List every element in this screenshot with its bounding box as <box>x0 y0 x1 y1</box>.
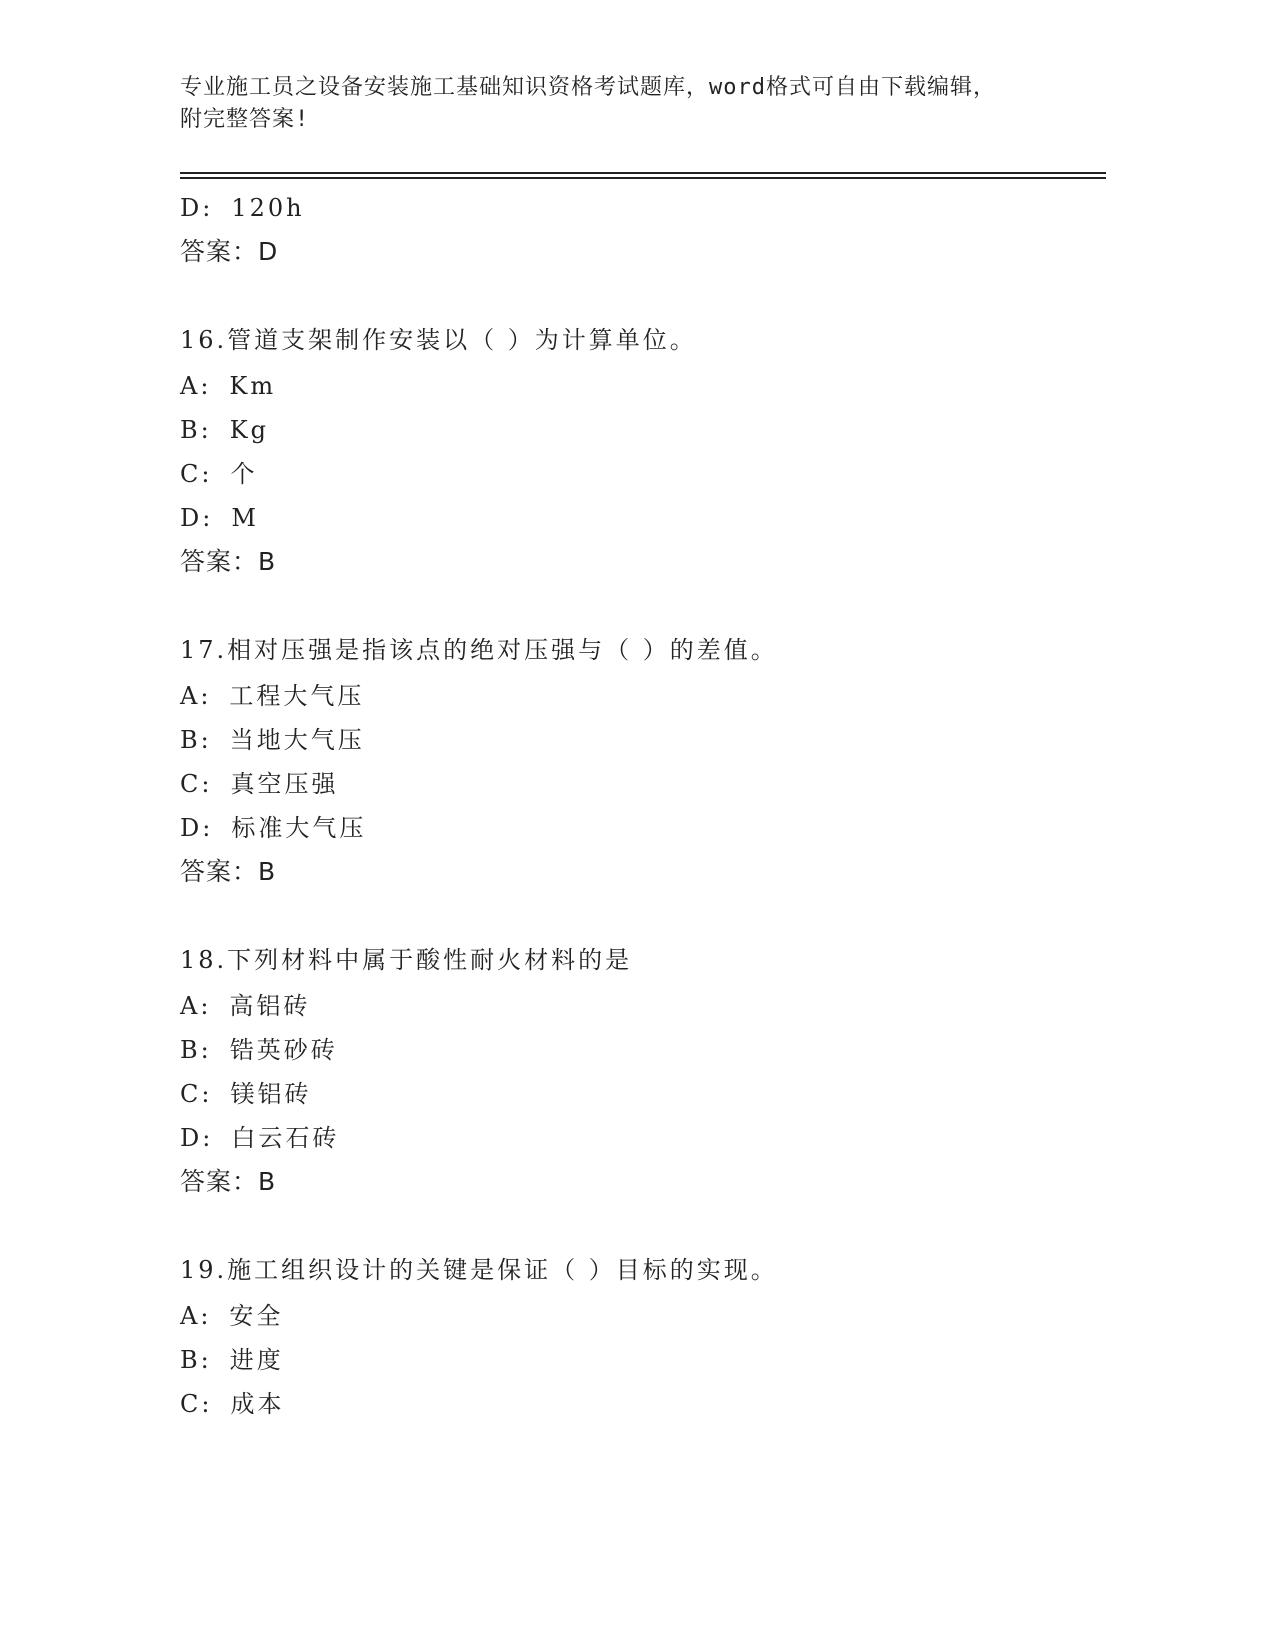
option-letter: C: <box>180 1080 213 1108</box>
document-header <box>180 72 1110 136</box>
option-letter: A: <box>180 372 212 400</box>
question-stem: 18.下列材料中属于酸性耐火材料的是 <box>180 946 633 974</box>
option-letter: A: <box>180 992 212 1020</box>
header-line-1: 专业施工员之设备安装施工基础知识资格考试题库，word格式可自由下载编辑， <box>180 75 996 100</box>
option-b <box>180 408 1110 452</box>
option-letter: B: <box>180 1346 212 1374</box>
option-letter: D: <box>180 814 214 842</box>
option-letter: C: <box>180 1390 213 1418</box>
question-stem: 16.管道支架制作安装以（ ）为计算单位。 <box>180 326 697 354</box>
option-letter: B: <box>180 1036 212 1064</box>
option-letter: B: <box>180 726 212 754</box>
option-c <box>180 1382 1110 1426</box>
option-text: 工程大气压 <box>229 682 365 710</box>
option-a <box>180 674 1110 718</box>
option-letter: B: <box>180 416 212 444</box>
option-letter: D: <box>180 504 214 532</box>
option-letter: A: <box>180 1302 212 1330</box>
option-text: 真空压强 <box>230 770 339 798</box>
option-d <box>180 806 1110 850</box>
question-stem: 17.相对压强是指该点的绝对压强与（ ）的差值。 <box>180 636 778 664</box>
option-text: 锆英砂砖 <box>229 1036 338 1064</box>
option-text: Km <box>229 372 277 400</box>
answer-line: 答案：B <box>180 1167 277 1196</box>
option-a <box>180 364 1110 408</box>
option-text: 白云石砖 <box>231 1124 340 1152</box>
option-d <box>180 1116 1110 1160</box>
option-text: Kg <box>229 416 270 444</box>
option-text: 120h <box>231 194 305 222</box>
option-text: 成本 <box>230 1390 285 1418</box>
answer-line: 答案：D <box>180 237 279 266</box>
option-c <box>180 1072 1110 1116</box>
option-b <box>180 1338 1110 1382</box>
option-text: M <box>231 504 259 532</box>
option-c <box>180 762 1110 806</box>
option-letter: A: <box>180 682 212 710</box>
option-text: 高铝砖 <box>229 992 311 1020</box>
option-b <box>180 1028 1110 1072</box>
answer-line: 答案：B <box>180 547 277 576</box>
option-d <box>180 186 1110 230</box>
option-text: 安全 <box>229 1302 284 1330</box>
option-text: 进度 <box>229 1346 284 1374</box>
option-text: 标准大气压 <box>231 814 367 842</box>
option-c <box>180 452 1110 496</box>
option-a <box>180 984 1110 1028</box>
option-letter: C: <box>180 460 213 488</box>
option-text: 镁铝砖 <box>230 1080 312 1108</box>
option-text: 当地大气压 <box>229 726 365 754</box>
option-letter: D: <box>180 194 214 222</box>
question-list <box>180 186 1110 1426</box>
header-line-2: 附完整答案! <box>180 107 310 132</box>
option-text: 个 <box>230 460 258 488</box>
option-d <box>180 496 1110 540</box>
header-divider-bottom <box>180 177 1106 179</box>
header-divider-top <box>180 172 1106 174</box>
option-b <box>180 718 1110 762</box>
option-letter: C: <box>180 770 213 798</box>
answer-line: 答案：B <box>180 857 277 886</box>
question-stem: 19.施工组织设计的关键是保证（ ）目标的实现。 <box>180 1256 778 1284</box>
option-letter: D: <box>180 1124 214 1152</box>
option-a <box>180 1294 1110 1338</box>
